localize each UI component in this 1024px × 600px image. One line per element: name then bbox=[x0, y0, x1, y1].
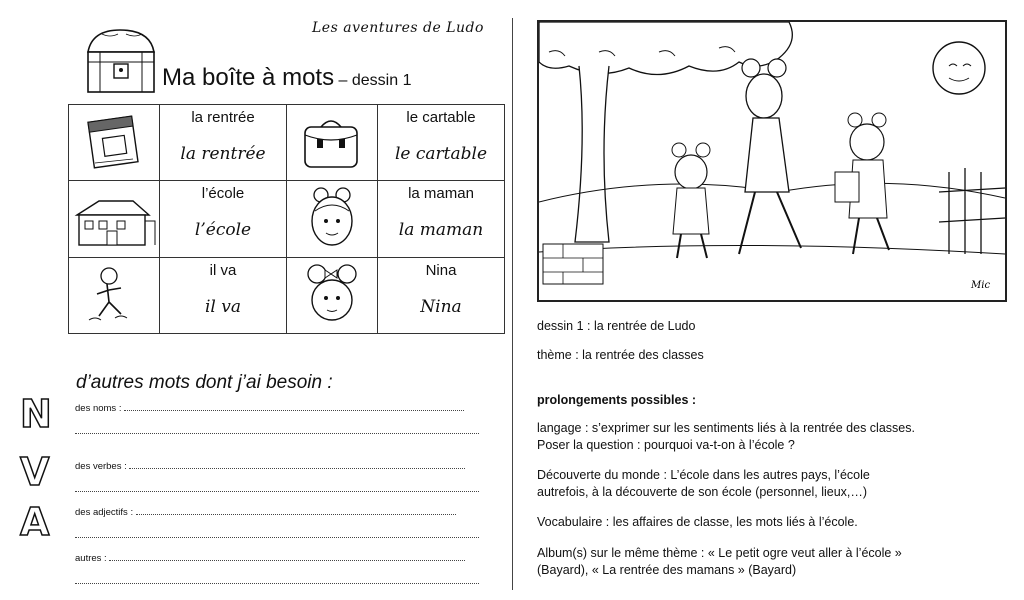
school-building-icon bbox=[69, 181, 157, 255]
page-title bbox=[162, 64, 411, 92]
word-cursive: la rentrée bbox=[180, 144, 266, 164]
word-grid bbox=[68, 104, 505, 334]
page-title-text: Ma boîte à mots bbox=[162, 64, 335, 91]
calendar-picture-cell bbox=[69, 105, 160, 181]
walking-picture-cell bbox=[69, 257, 160, 333]
word-cursive: l’école bbox=[194, 220, 252, 241]
nouns-line[interactable] bbox=[124, 402, 464, 411]
series-title: Les aventures de Ludo bbox=[312, 20, 484, 36]
adjectives-extra-line[interactable] bbox=[75, 536, 479, 538]
theme-caption: thème : la rentrée des classes bbox=[537, 348, 704, 362]
word-cell bbox=[160, 105, 287, 181]
word-cursive: le cartable bbox=[394, 144, 488, 164]
discovery-line-2: autrefois, à la découverte de son école (personnel, lieux,…) bbox=[537, 485, 868, 499]
adjectives-row bbox=[75, 506, 479, 518]
school-walk-scene-icon bbox=[539, 22, 1005, 300]
langage-line-1: langage : s’exprimer sur les sentiments liés à la rentrée des classes. bbox=[537, 421, 915, 435]
album-line-1: Album(s) sur le même thème : « Le petit ogre veut aller à l’école » bbox=[537, 546, 902, 560]
verbs-row bbox=[75, 460, 479, 472]
word-cell bbox=[378, 257, 505, 333]
nina-picture-cell bbox=[287, 257, 378, 333]
drawing-caption: dessin 1 : la rentrée de Ludo bbox=[537, 319, 696, 333]
vocabulary-line: Vocabulaire : les affaires de classe, les mots liés à l’école. bbox=[537, 515, 858, 529]
verbs-label: des verbes : bbox=[75, 461, 127, 472]
treasure-chest-icon bbox=[82, 24, 160, 96]
verbs-extra-line[interactable] bbox=[75, 490, 479, 492]
others-line[interactable] bbox=[109, 552, 465, 561]
nouns-row bbox=[75, 402, 479, 414]
grid-row bbox=[69, 181, 505, 257]
schoolbag-icon bbox=[287, 105, 375, 179]
adjectives-line[interactable] bbox=[136, 506, 456, 515]
grid-row bbox=[69, 105, 505, 181]
word-cell bbox=[378, 181, 505, 257]
extensions-title-text: prolongements possibles : bbox=[537, 393, 697, 407]
others-row bbox=[75, 552, 479, 564]
mother-picture-cell bbox=[287, 181, 378, 257]
mother-mouse-icon bbox=[287, 181, 375, 255]
discovery-line-1: Découverte du monde : L’école dans les autres pays, l’école bbox=[537, 468, 870, 482]
word-print: la rentrée bbox=[191, 109, 255, 126]
school-picture-cell bbox=[69, 181, 160, 257]
word-print: le cartable bbox=[406, 109, 476, 126]
extensions-title bbox=[537, 392, 696, 409]
word-print: la maman bbox=[408, 185, 474, 203]
letter-a-icon: A bbox=[20, 500, 50, 544]
letter-v-icon: V bbox=[20, 450, 50, 494]
walking-mouse-icon bbox=[69, 258, 157, 332]
schoolbag-picture-cell bbox=[287, 105, 378, 181]
word-print: il va bbox=[209, 261, 237, 279]
adjectives-label: des adjectifs : bbox=[75, 507, 134, 518]
calendar-icon bbox=[69, 105, 157, 179]
nouns-label: des noms : bbox=[75, 403, 122, 414]
langage-line-2: Poser la question : pourquoi va-t-on à l’école ? bbox=[537, 438, 795, 452]
verbs-line[interactable] bbox=[129, 460, 465, 469]
page-divider bbox=[512, 18, 513, 590]
word-cursive: il va bbox=[204, 296, 242, 317]
letter-n-icon: N bbox=[20, 392, 52, 436]
grid-row bbox=[69, 257, 505, 333]
others-extra-line[interactable] bbox=[75, 582, 479, 584]
nina-mouse-icon bbox=[287, 258, 375, 332]
others-label: autres : bbox=[75, 553, 107, 564]
page-subtitle: – dessin 1 bbox=[334, 72, 412, 89]
word-cell bbox=[160, 257, 287, 333]
word-cursive: la maman bbox=[398, 220, 484, 241]
other-words-title: d’autres mots dont j’ai besoin : bbox=[76, 372, 333, 393]
word-print: l’école bbox=[201, 185, 245, 203]
word-cell bbox=[378, 105, 505, 181]
word-cell bbox=[160, 181, 287, 257]
word-cursive: Nina bbox=[420, 296, 462, 317]
story-illustration bbox=[537, 20, 1007, 302]
album-line-2: (Bayard), « La rentrée des mamans » (Bayard) bbox=[537, 563, 797, 577]
illustration-signature: Mic bbox=[971, 280, 991, 291]
nouns-extra-line[interactable] bbox=[75, 432, 479, 434]
word-print: Nina bbox=[425, 261, 457, 279]
